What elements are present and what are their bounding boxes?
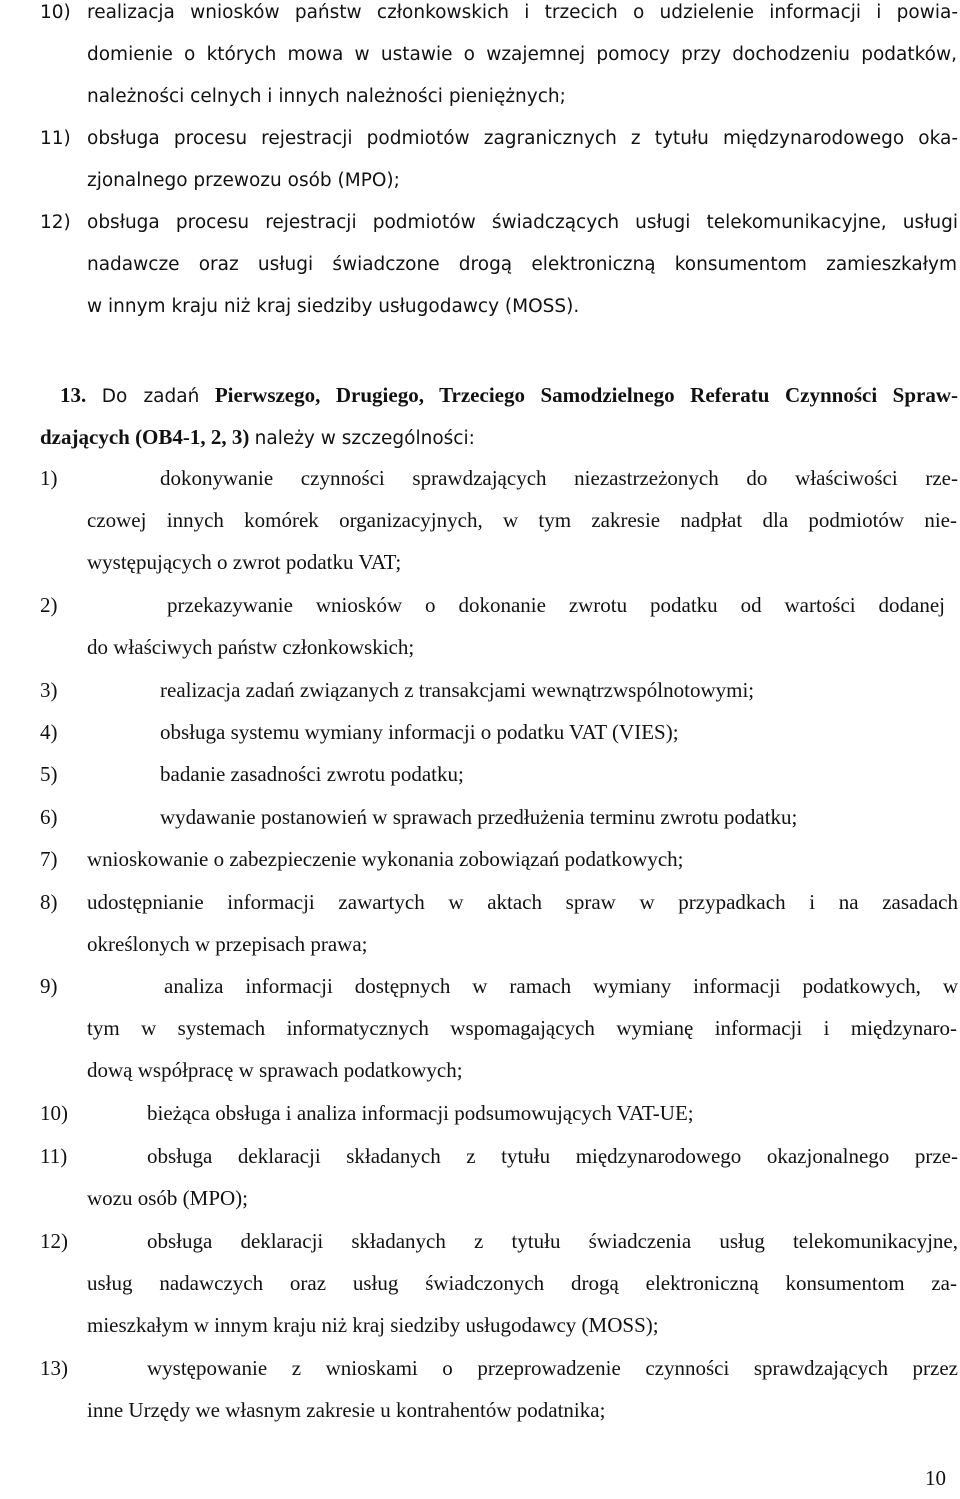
item-text: udostępnianie informacji zawartych w aktach spraw w przypadkach i na zasadach	[87, 890, 958, 914]
item-text: obsługa procesu rejestracji podmiotów zagranicznych z tytułu międzynarodowego oka-	[87, 128, 958, 149]
item-text: występujących o zwrot podatku VAT;	[87, 550, 402, 574]
section-number: 13.	[60, 383, 87, 407]
item-text: obsługa systemu wymiany informacji o podatku VAT (VIES);	[160, 720, 679, 744]
item-number: 3)	[40, 678, 58, 702]
item-text: badanie zasadności zwrotu podatku;	[160, 762, 464, 786]
item-text: obsługa deklaracji składanych z tytułu świadczenia usług telekomunikacyjne,	[147, 1229, 958, 1253]
item-text: bieżąca obsługa i analiza informacji podsumowujących VAT-UE;	[147, 1101, 694, 1125]
item-number: 11)	[40, 128, 71, 149]
item-number: 6)	[40, 805, 58, 829]
item-number: 8)	[40, 890, 58, 914]
item-text: nadawcze oraz usługi świadczone drogą elektroniczną konsumentom zamieszkałym	[87, 254, 957, 275]
item-text: mieszkałym w innym kraju niż kraj siedziby usługodawcy (MOSS);	[87, 1313, 659, 1337]
item-text: należności celnych i innych należności pieniężnych;	[87, 86, 566, 107]
item-text: wnioskowanie o zabezpieczenie wykonania zobowiązań podatkowych;	[87, 847, 684, 871]
item-number: 4)	[40, 720, 58, 744]
item-text: realizacja wniosków państw członkowskich i trzecich o udzielenie informacji i powia-	[87, 2, 958, 23]
item-number: 13)	[40, 1356, 68, 1380]
item-number: 10)	[40, 2, 71, 23]
item-text: wydawanie postanowień w sprawach przedłużenia terminu zwrotu podatku;	[160, 805, 798, 829]
item-text: przekazywanie wniosków o dokonanie zwrotu podatku od wartości dodanej	[167, 593, 945, 617]
page-number: 10	[925, 1466, 946, 1490]
item-number: 1)	[40, 466, 58, 490]
section-intro: Do zadań	[101, 386, 200, 407]
item-text: analiza informacji dostępnych w ramach wymiany informacji podatkowych, w	[164, 974, 958, 998]
item-text: obsługa procesu rejestracji podmiotów świadczących usługi telekomunikacyjne, usługi	[87, 212, 958, 233]
item-text: do właściwych państw członkowskich;	[87, 635, 415, 659]
item-text: obsługa deklaracji składanych z tytułu międzynarodowego okazjonalnego prze-	[147, 1144, 958, 1168]
item-number: 9)	[40, 974, 58, 998]
item-number: 12)	[40, 212, 71, 233]
item-text: realizacja zadań związanych z transakcjami wewnątrzwspólnotowymi;	[160, 678, 755, 702]
item-text: czowej innych komórek organizacyjnych, w tym zakresie nadpłat dla podmiotów nie-	[87, 508, 957, 532]
item-number: 12)	[40, 1229, 68, 1253]
item-number: 7)	[40, 847, 58, 871]
item-text: w innym kraju niż kraj siedziby usługodawcy (MOSS).	[87, 296, 580, 317]
item-text: dową współpracę w sprawach podatkowych;	[87, 1058, 463, 1082]
item-number: 11)	[40, 1144, 68, 1168]
item-text: tym w systemach informatycznych wspomagających wymianę informacji i międzynaro-	[87, 1016, 957, 1040]
item-text: inne Urzędy we własnym zakresie u kontrahentów podatnika;	[87, 1398, 606, 1422]
item-number: 5)	[40, 762, 58, 786]
item-text: zjonalnego przewozu osób (MPO);	[87, 170, 400, 191]
section-unit-code: dzających (OB4-1, 2, 3)	[40, 425, 250, 449]
item-text: dokonywanie czynności sprawdzających niezastrzeżonych do właściwości rze-	[160, 466, 958, 490]
item-text: domienie o których mowa w ustawie o wzajemnej pomocy przy dochodzeniu podatków,	[87, 44, 957, 65]
item-text: występowanie z wnioskami o przeprowadzenie czynności sprawdzających przez	[147, 1356, 958, 1380]
item-text: określonych w przepisach prawa;	[87, 932, 368, 956]
section-unit-name: Pierwszego, Drugiego, Trzeciego Samodzielnego Referatu Czynności Spraw-	[214, 383, 958, 407]
item-text: wozu osób (MPO);	[87, 1186, 248, 1210]
item-number: 2)	[40, 593, 58, 617]
item-number: 10)	[40, 1101, 68, 1125]
section-tail: należy w szczególności:	[254, 428, 475, 449]
item-text: usług nadawczych oraz usług świadczonych drogą elektroniczną konsumentom za-	[87, 1271, 957, 1295]
